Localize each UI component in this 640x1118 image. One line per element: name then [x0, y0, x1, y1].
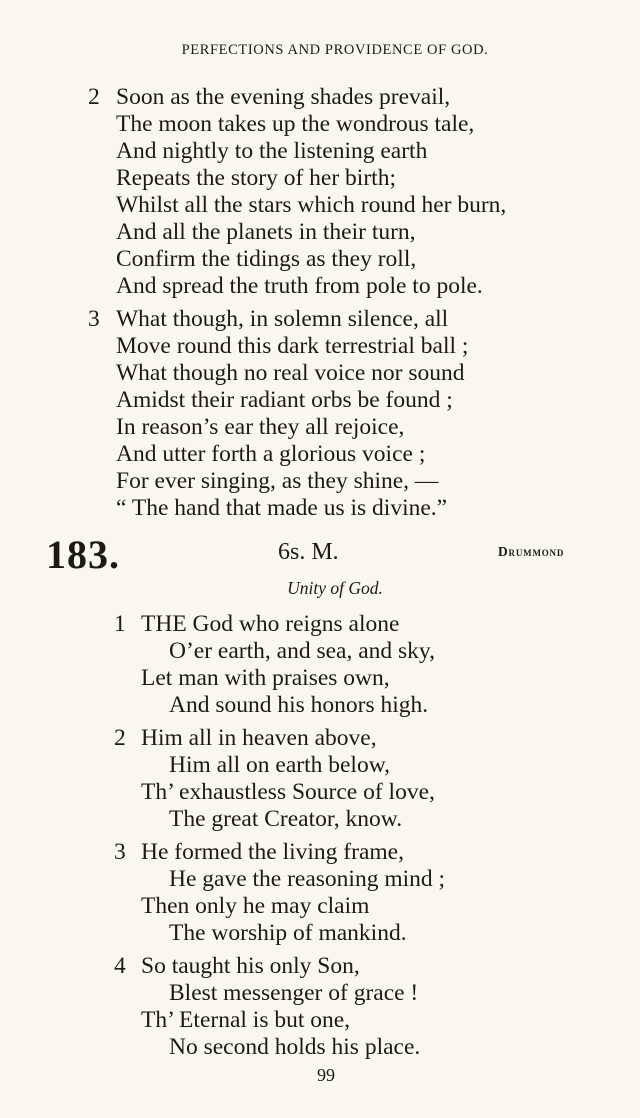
verse-line: And nightly to the listening earth — [116, 138, 428, 164]
stanza-number: 4 — [114, 953, 126, 979]
stanza-number: 2 — [88, 84, 100, 110]
verse-line: In reason’s ear they all rejoice, — [116, 414, 405, 440]
verse-line: And sound his honors high. — [169, 692, 429, 718]
verse-line: So taught his only Son, — [141, 953, 360, 979]
verse-line: Him all on earth below, — [169, 752, 391, 778]
verse-line: Soon as the evening shades prevail, — [116, 84, 451, 110]
hymn-meter: 6s. M. — [278, 539, 339, 565]
verse-line: Whilst all the stars which round her burn, — [116, 192, 507, 218]
verse-line: The great Creator, know. — [169, 806, 403, 832]
verse-line: Let man with praises own, — [141, 665, 390, 691]
verse-line: The moon takes up the wondrous tale, — [116, 111, 475, 137]
verse-line: Him all in heaven above, — [141, 725, 377, 751]
stanza-number: 3 — [88, 306, 100, 332]
verse-line: For ever singing, as they shine, — — [116, 468, 439, 494]
verse-line: Confirm the tidings as they roll, — [116, 246, 417, 272]
verse-line: Blest messenger of grace ! — [169, 980, 419, 1006]
hymn-number: 183. — [46, 532, 120, 577]
tune-name: Drummond — [498, 544, 565, 559]
verse-line: Move round this dark terrestrial ball ; — [116, 333, 469, 359]
verse-line: Then only he may claim — [141, 893, 370, 919]
verse-line: The worship of mankind. — [169, 920, 407, 946]
running-head: PERFECTIONS AND PROVIDENCE OF GOD. — [181, 42, 489, 58]
verse-line: He gave the reasoning mind ; — [169, 866, 446, 892]
verse-line: Repeats the story of her birth; — [116, 165, 396, 191]
verse-line: And all the planets in their turn, — [116, 219, 416, 245]
stanza-number: 1 — [114, 611, 126, 637]
verse-line: What though no real voice nor sound — [116, 360, 465, 386]
verse-line: And spread the truth from pole to pole. — [116, 273, 483, 299]
verse-line: He formed the living frame, — [141, 839, 404, 865]
verse-line: What though, in solemn silence, all — [116, 306, 449, 332]
verse-line: And utter forth a glorious voice ; — [116, 441, 426, 467]
stanza-number: 3 — [114, 839, 126, 865]
verse-line: O’er earth, and sea, and sky, — [169, 638, 436, 664]
stanza-number: 2 — [114, 725, 126, 751]
verse-line: Th’ Eternal is but one, — [141, 1007, 351, 1033]
verse-line: Th’ exhaustless Source of love, — [141, 779, 435, 805]
hymn-subtitle: Unity of God. — [287, 578, 383, 598]
verse-line: No second holds his place. — [169, 1034, 421, 1060]
verse-line: THE God who reigns alone — [141, 611, 400, 637]
verse-line: Amidst their radiant orbs be found ; — [116, 387, 453, 413]
page-number: 99 — [317, 1065, 335, 1085]
verse-line: “ The hand that made us is divine.” — [116, 495, 448, 521]
